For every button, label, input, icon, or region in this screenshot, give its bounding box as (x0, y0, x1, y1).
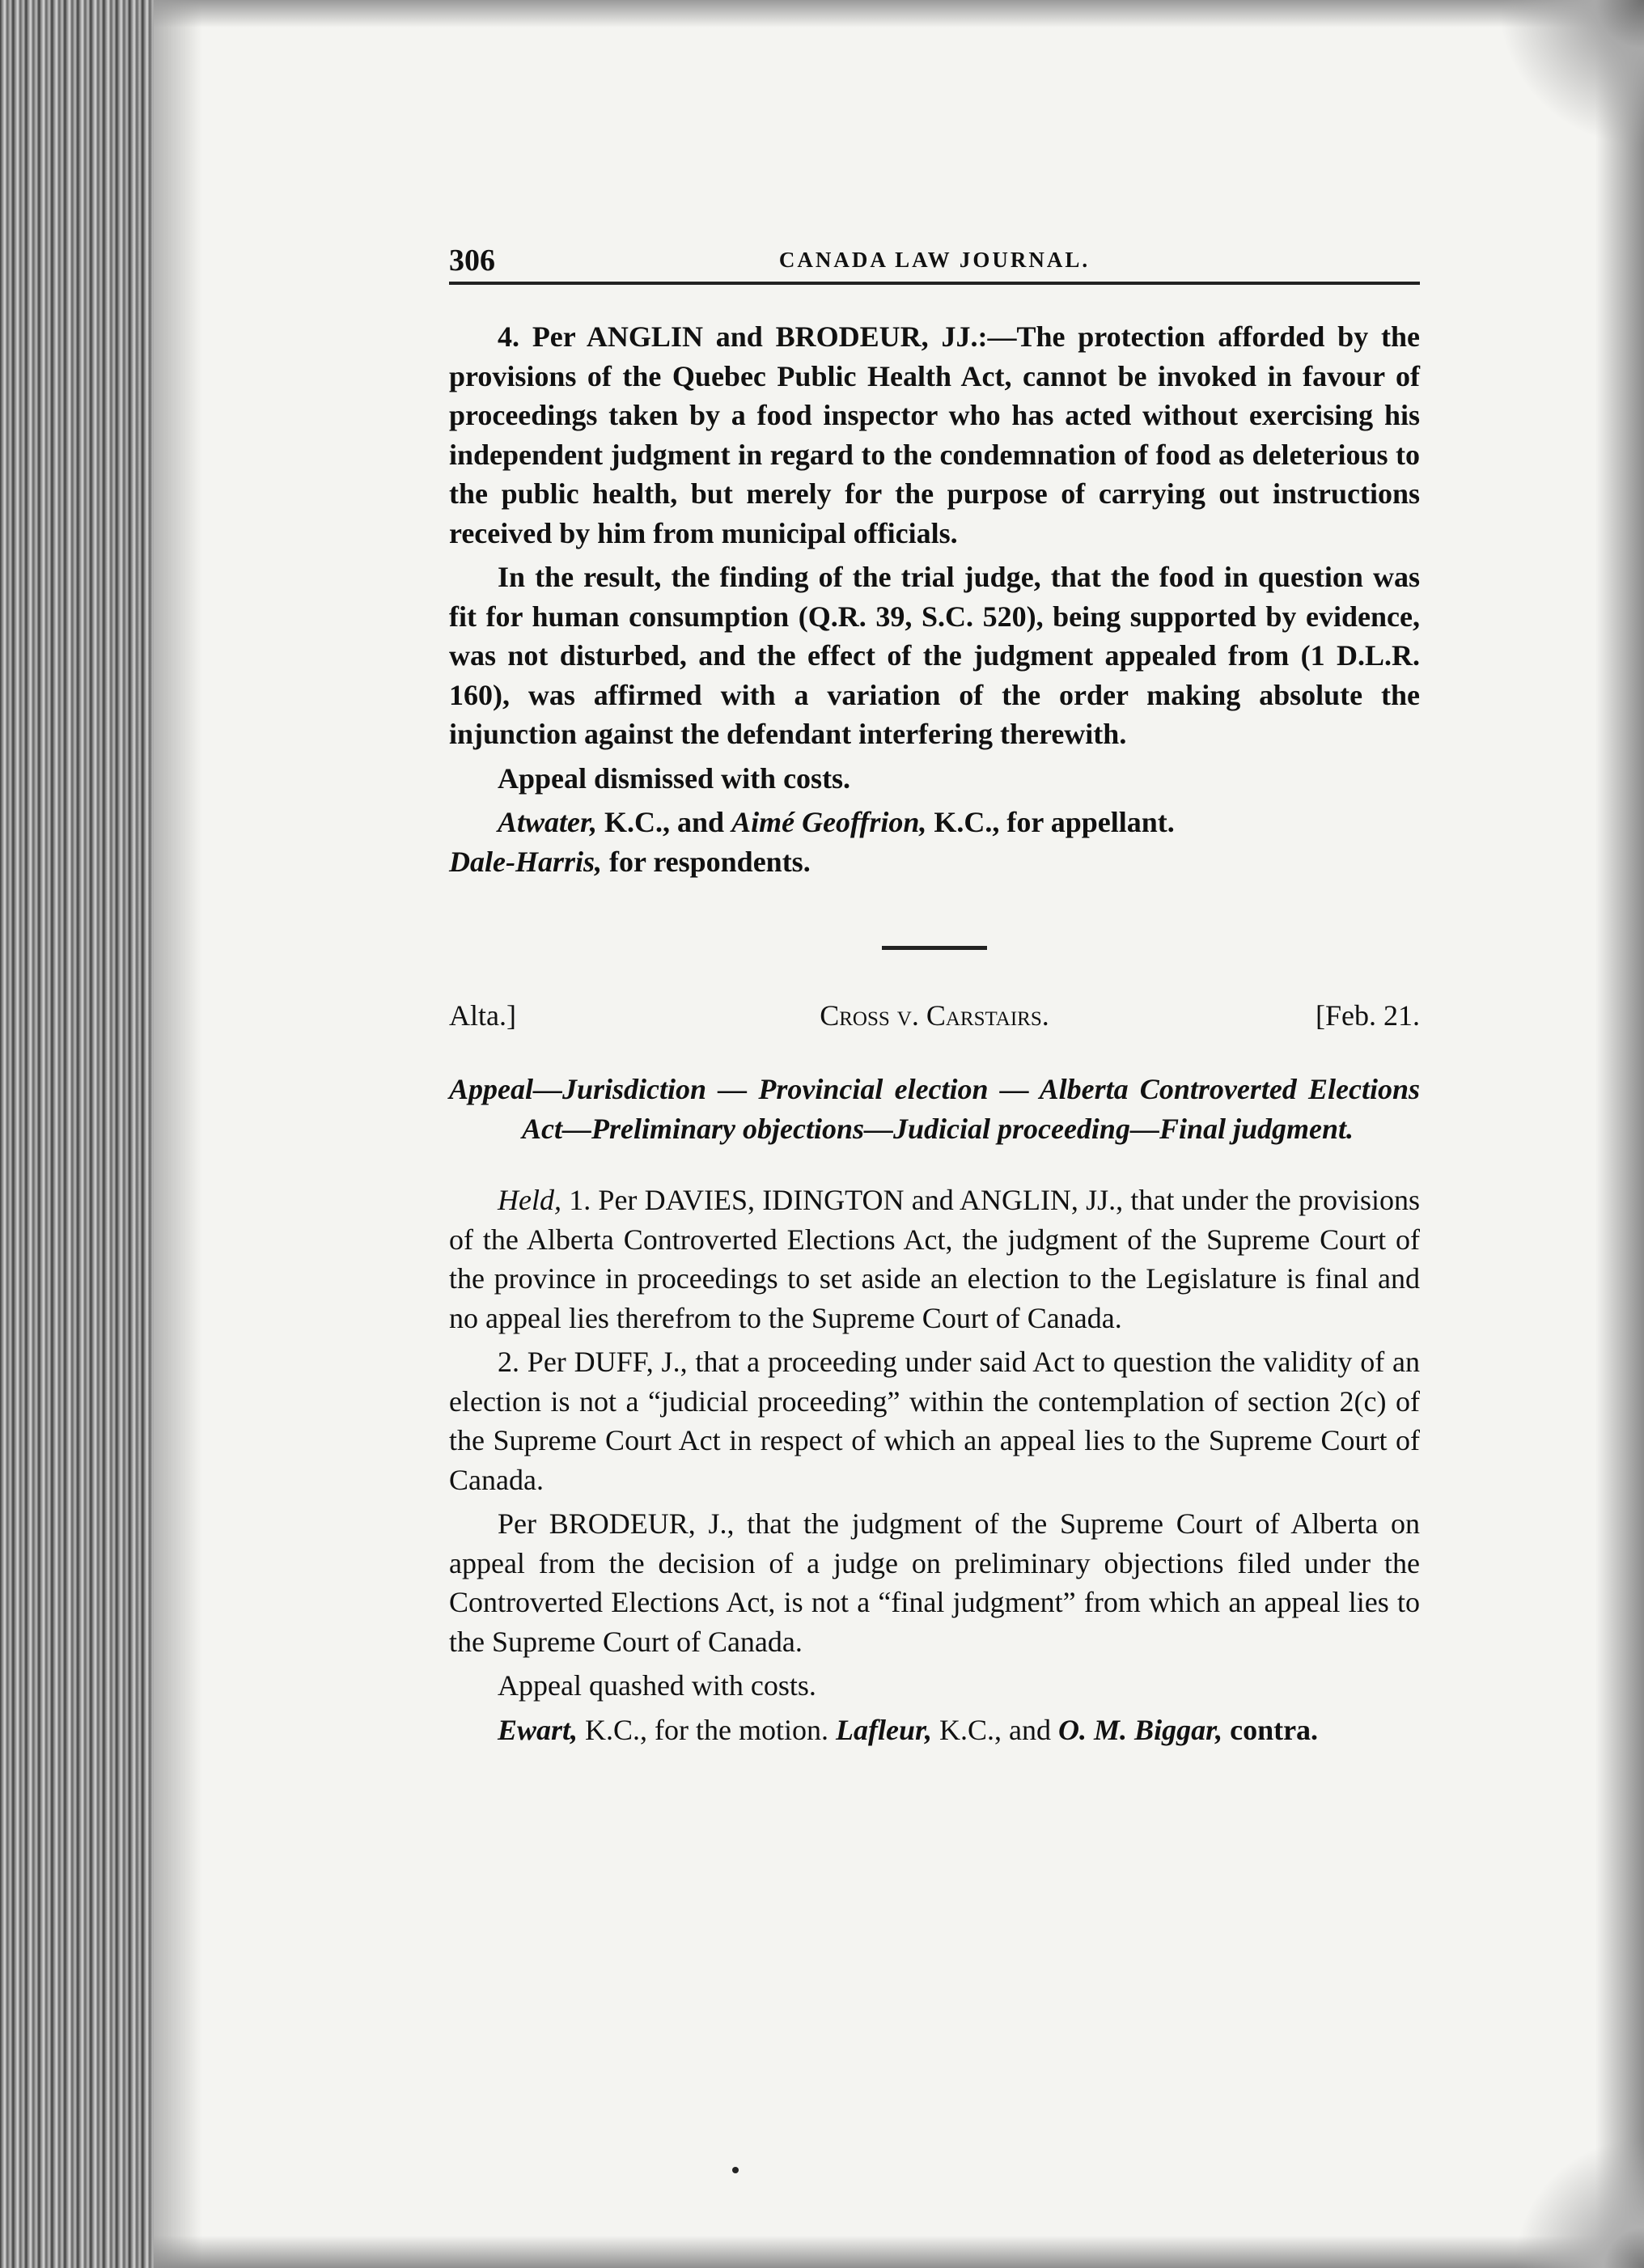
counsel-respondent (449, 842, 1420, 882)
catchwords: Appeal—Jurisdiction — Provincial election — Alberta Controverted Elections Act—Preliminary objections—Judicial proceeding—Final judgment. (449, 1073, 1420, 1145)
page-content (449, 243, 1420, 1749)
counsel-name: O. M. Biggar, (1058, 1713, 1223, 1746)
ink-speck (732, 2167, 739, 2173)
holding-paragraph: 4. Per ANGLIN and BRODEUR, JJ.:—The protection afforded by the provisions of the Quebec Public Health Act, cannot be invoked in favour of proceedings taken by a food inspector who has acted without exercising his independent judgment in regard to the condemnation of food as deleterious to the public health, but merely for the purpose of carrying out instructions received by him from municipal officials. (449, 320, 1420, 549)
counsel-text: for respondents. (602, 845, 811, 878)
section-divider (882, 946, 987, 950)
counsel-name: Ewart, (498, 1713, 578, 1746)
held-paragraph-3: Per BRODEUR, J., that the judgment of the Supreme Court of Alberta on appeal from the decision of a judge on preliminary objections filed under the Controverted Elections Act, is not a “final judgment” from which an appeal lies to the Supreme Court of Canada. (449, 1507, 1420, 1658)
journal-title: CANADA LAW JOURNAL. (778, 248, 1091, 272)
counsel-name: Dale-Harris, (449, 845, 602, 878)
first-case-report (449, 317, 1420, 881)
counsel-appellant (449, 803, 1420, 842)
held-paragraph-2: 2. Per DUFF, J., that a proceeding under said Act to question the validity of an election is not a “judicial proceeding” within the contemplation of section 2(c) of the Supreme Court Act in respect of which an appeal lies to the Supreme Court of Canada. (449, 1346, 1420, 1496)
page-number: 306 (449, 244, 495, 278)
page-corner-shadow (1498, 2139, 1644, 2268)
counsel-text: K.C., for appellant. (926, 806, 1175, 838)
counsel-text: K.C., and (597, 806, 732, 838)
case-date: [Feb. 21. (1316, 999, 1420, 1032)
case-heading (449, 998, 1420, 1047)
counsel-name: Lafleur, (836, 1713, 933, 1746)
page-edge-bottom (154, 2236, 1644, 2268)
held-section (449, 1181, 1420, 1749)
page-corner-shadow (1482, 0, 1644, 146)
page-edge-right (1595, 0, 1644, 2268)
held-paragraph-1 (449, 1181, 1420, 1337)
counsel-name: Atwater, (498, 806, 598, 838)
counsel-text: contra. (1222, 1713, 1319, 1746)
result-paragraph: In the result, the finding of the trial judge, that the food in question was fit for human consumption (Q.R. 39, S.C. 520), being supported by evidence, was not disturbed, and the effect of the judgment appealed from (1 D.L.R. 160), was affirmed with a variation of the order making absolute the injunction against the defendant interfering therewith. (449, 561, 1420, 750)
case-title: Cross v. Carstairs. (820, 999, 1049, 1032)
running-head (449, 243, 1420, 285)
held-text: 1. Per DAVIES, IDINGTON and ANGLIN, JJ., that under the provisions of the Alberta Controverted Elections Act, the judgment of the Supreme Court of the province in proceedings to set aside an election to the Legislature is final and no appeal lies therefrom to the Supreme Court of Canada. (449, 1184, 1420, 1334)
disposition: Appeal dismissed with costs. (498, 761, 851, 795)
page-edge-top (154, 0, 1644, 28)
counsel-text: K.C., and (932, 1713, 1059, 1746)
court-abbreviation: Alta.] (449, 999, 516, 1032)
book-binding-shadow (0, 0, 154, 2268)
counsel-line (449, 1711, 1420, 1750)
held-label: Held, (498, 1184, 561, 1216)
disposition: Appeal quashed with costs. (498, 1669, 816, 1702)
counsel-text: K.C., for the motion. (578, 1713, 837, 1746)
counsel-name: Aimé Geoffrion, (731, 806, 927, 838)
